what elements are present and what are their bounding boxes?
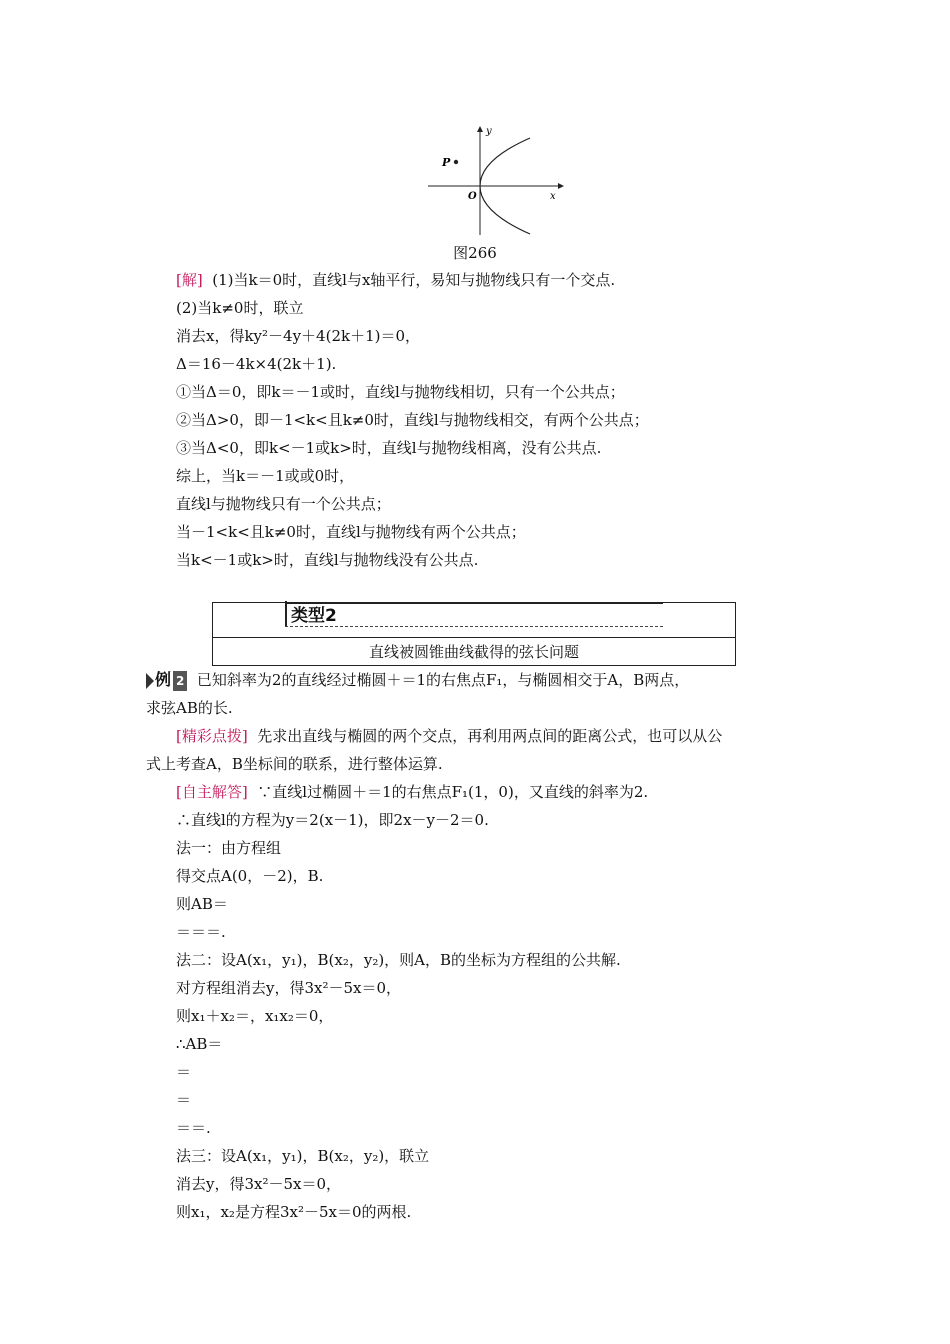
answer-line-2: ∴直线l的方程为y＝2(x－1)，即2x－y－2＝0. — [176, 811, 489, 829]
solution-line-6: ②当Δ>0，即－1<k<且k≠0时，直线l与抛物线相交，有两个公共点； — [176, 411, 649, 429]
answer-line-8: 对方程组消去y，得3x²－5x＝0， — [176, 979, 402, 997]
hint-tag: [精彩点拨] — [176, 727, 248, 745]
type-tab — [285, 603, 663, 627]
solution-line-3: 消去x，得ky²－4y＋4(2k＋1)＝0， — [176, 327, 421, 345]
answer-tag: [自主解答] — [176, 783, 248, 801]
hint-line-2: 式上考查A，B坐标间的联系，进行整体运算. — [146, 755, 443, 773]
answer-line-9: 则x₁＋x₂＝，x₁x₂＝0， — [176, 1007, 334, 1025]
parabola-figure — [420, 120, 570, 240]
label-origin: O — [468, 191, 477, 202]
example-text-1: 已知斜率为2的直线经过椭圆＋＝1的右焦点F₁，与椭圆相交于A，B两点， — [196, 671, 690, 689]
label-x: x — [550, 191, 556, 202]
answer-line-1 — [176, 782, 648, 802]
solution-line-10: 当－1<k<且k≠0时，直线l与抛物线有两个公共点； — [176, 523, 526, 541]
solution-line-2: (2)当k≠0时，联立 — [176, 299, 304, 317]
answer-text-1: ∵直线l过椭圆＋＝1的右焦点F₁(1，0)，又直线的斜率为2. — [257, 783, 649, 801]
answer-line-11: ＝ — [176, 1063, 192, 1081]
example-badge — [146, 670, 187, 691]
type-title: 直线被圆锥曲线截得的弦长问题 — [368, 643, 579, 661]
solution-line-4: Δ＝16－4k×4(2k＋1). — [176, 355, 337, 373]
example-line-2: 求弦AB的长. — [146, 699, 233, 717]
solution-tag: [解] — [176, 271, 203, 289]
answer-line-10: ∴AB＝ — [176, 1035, 223, 1053]
answer-line-7: 法二：设A(x₁，y₁)，B(x₂，y₂)，则A，B的坐标为方程组的公共解. — [176, 951, 621, 969]
x-axis-arrow — [558, 183, 564, 189]
point-p — [454, 160, 458, 164]
hint-text-1: 先求出直线与椭圆的两个交点，再利用两点间的距离公式，也可以从公 — [257, 727, 723, 745]
label-p: P — [442, 156, 451, 169]
answer-line-12: ＝ — [176, 1091, 192, 1109]
example-badge-text: 例 — [155, 670, 172, 689]
answer-line-6: ＝＝＝. — [176, 923, 226, 941]
type-section-box — [212, 602, 736, 666]
label-y: y — [486, 126, 492, 137]
solution-line-5: ①当Δ＝0，即k＝－1或时，直线l与抛物线相切，只有一个公共点； — [176, 383, 625, 401]
figure-caption: 图266 — [453, 244, 497, 262]
answer-line-3: 法一：由方程组 — [176, 839, 282, 857]
example-line-1 — [146, 670, 689, 691]
y-axis-arrow — [477, 126, 483, 132]
solution-line-8: 综上，当k＝－1或或0时， — [176, 467, 355, 485]
type-label: 类型2 — [285, 601, 337, 626]
type-divider — [213, 637, 735, 638]
answer-line-14: 法三：设A(x₁，y₁)，B(x₂，y₂)，联立 — [176, 1147, 430, 1165]
answer-line-4: 得交点A(0，－2)，B. — [176, 867, 324, 885]
example-arrow-icon — [146, 673, 154, 689]
answer-line-15: 消去y，得3x²－5x＝0， — [176, 1175, 342, 1193]
parabola-graph — [420, 120, 570, 240]
solution-text-1: (1)当k＝0时，直线l与x轴平行，易知与抛物线只有一个交点. — [212, 271, 616, 289]
answer-line-5: 则AB＝ — [176, 895, 228, 913]
example-badge-num: 2 — [173, 671, 187, 691]
answer-line-16: 则x₁，x₂是方程3x²－5x＝0的两根. — [176, 1203, 412, 1221]
solution-line-11: 当k<－1或k>时，直线l与抛物线没有公共点. — [176, 551, 479, 569]
solution-line-7: ③当Δ<0，即k<－1或k>时，直线l与抛物线相离，没有公共点. — [176, 439, 602, 457]
answer-line-13: ＝＝. — [176, 1119, 211, 1137]
hint-line-1 — [176, 726, 722, 746]
solution-line-1 — [176, 270, 615, 290]
solution-line-9: 直线l与抛物线只有一个公共点； — [176, 495, 391, 513]
